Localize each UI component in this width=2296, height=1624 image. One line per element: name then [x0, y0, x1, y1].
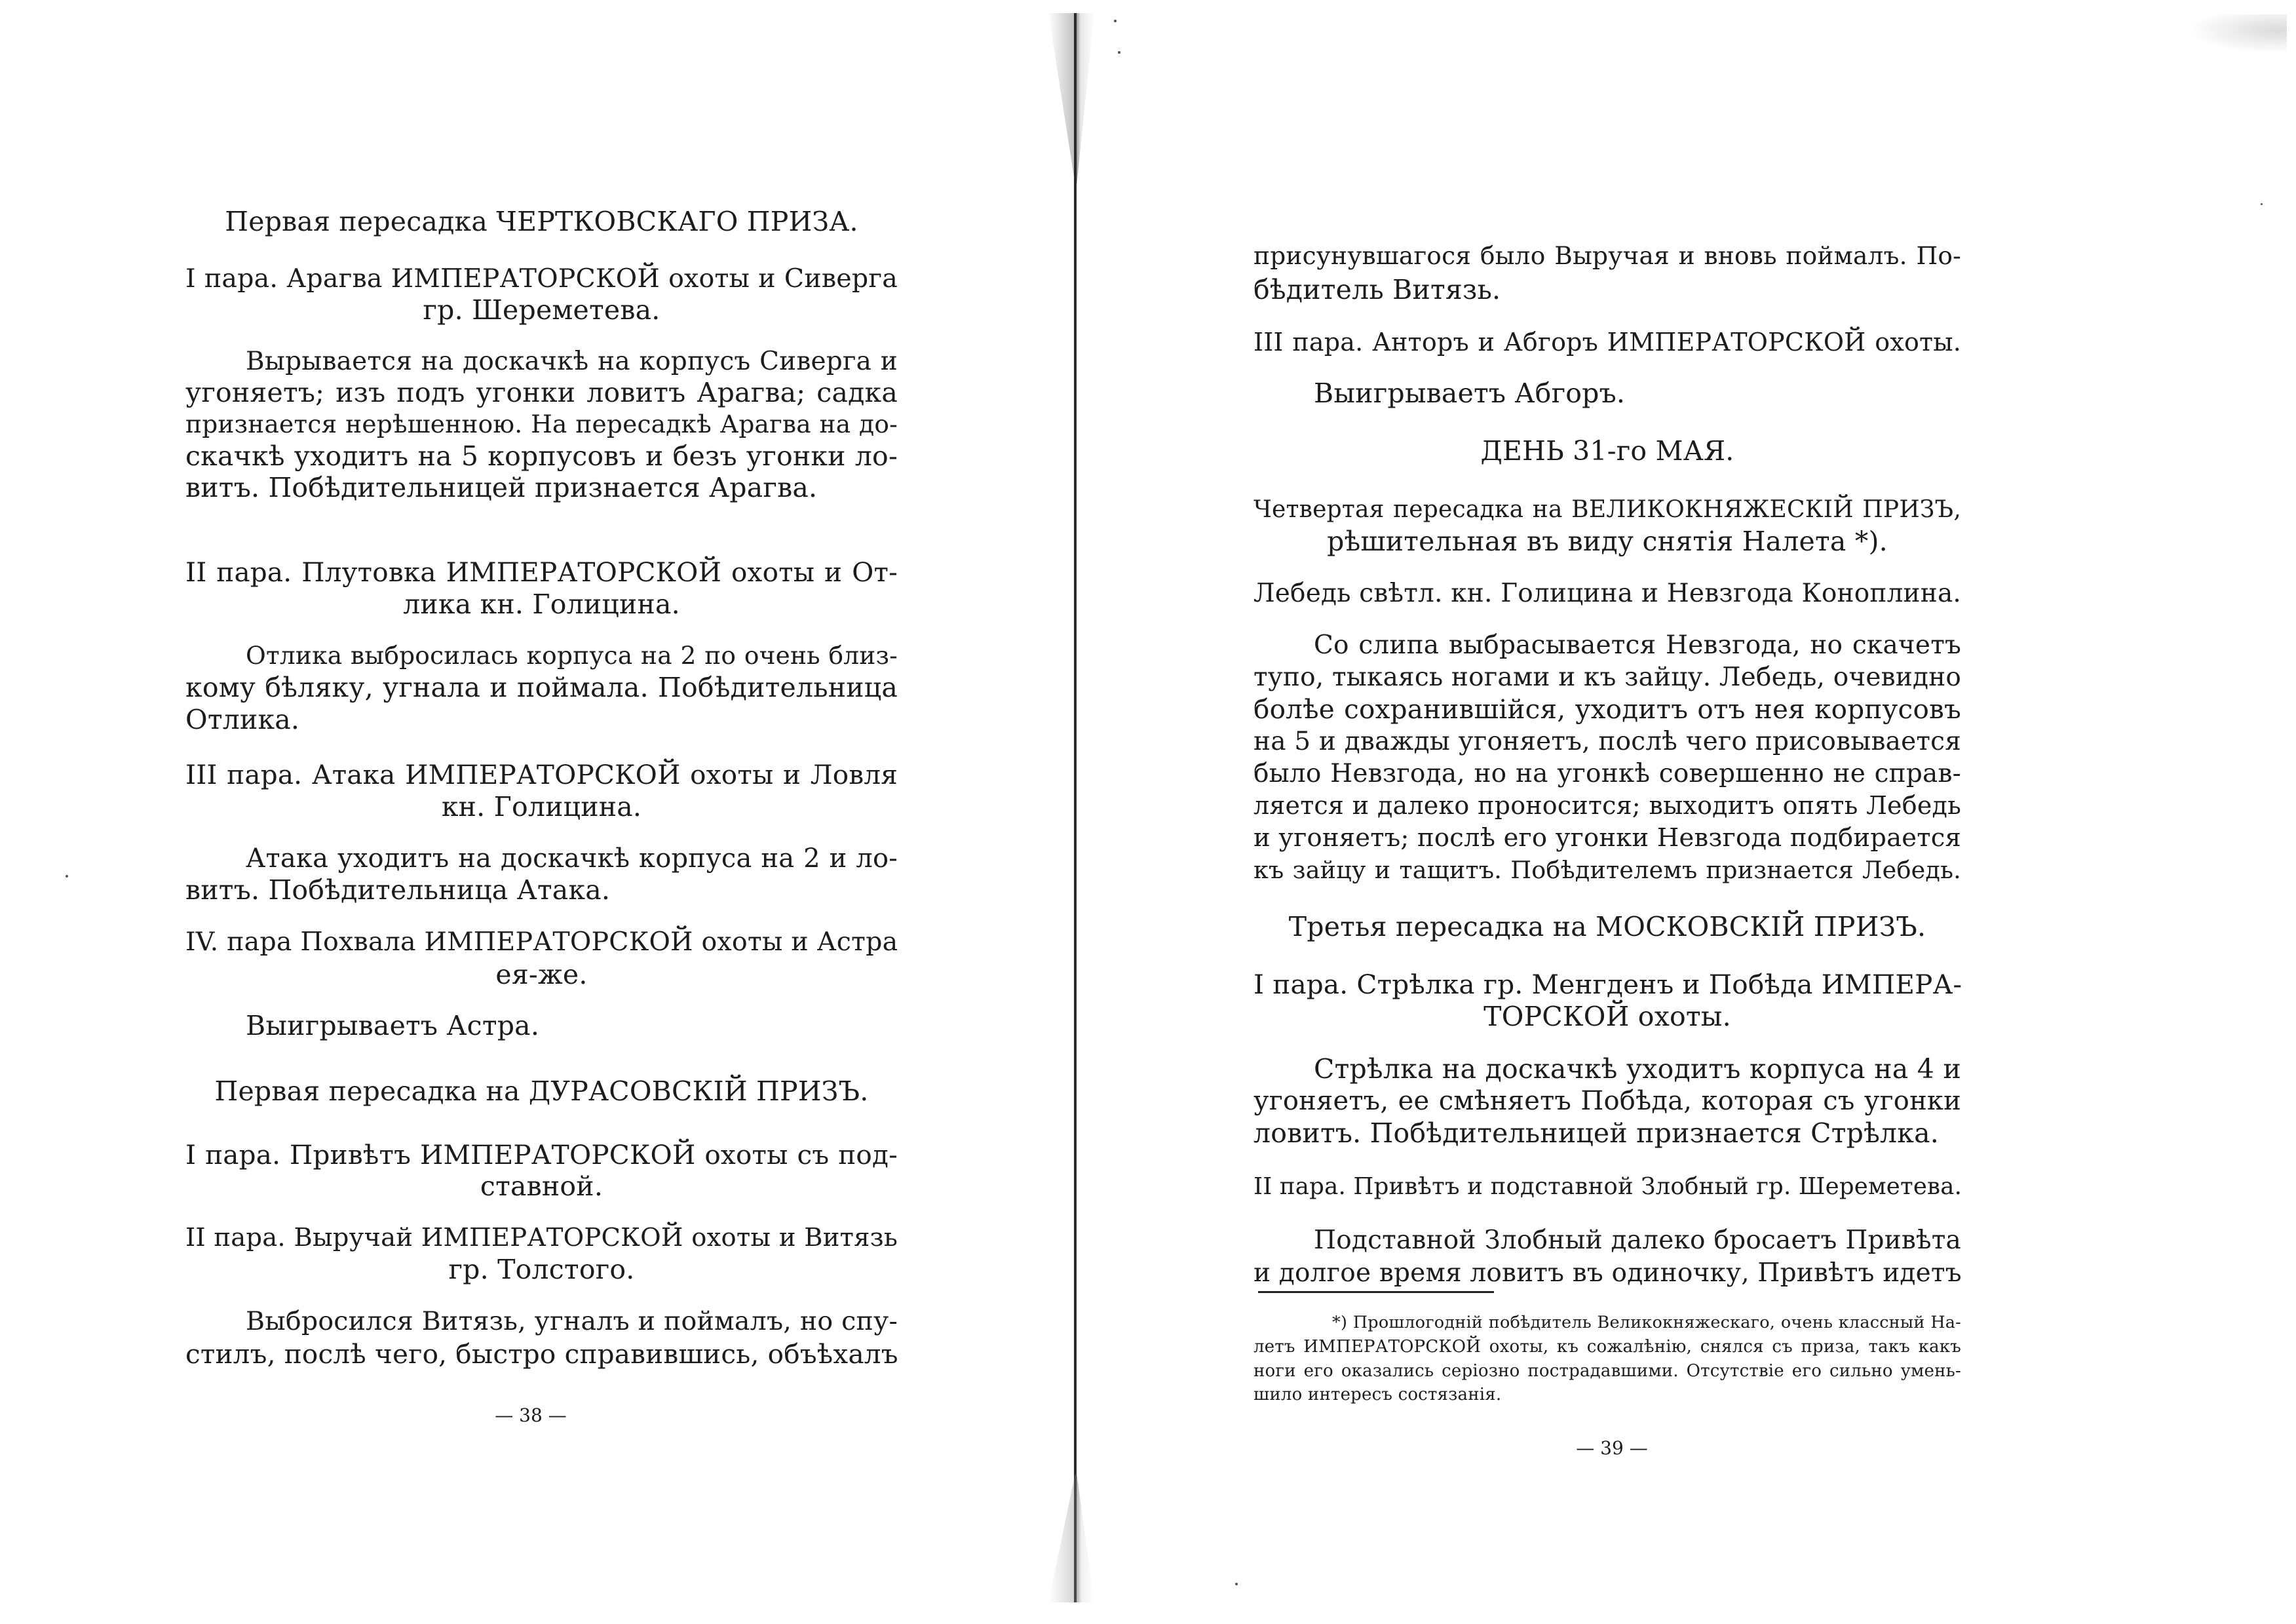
paragraph-line: витъ. Побѣдительница Атака. — [185, 874, 611, 906]
scan-speck — [2261, 203, 2263, 205]
paragraph-line: было Невзгода, но на угонкѣ совершенно не справ- — [1253, 759, 1961, 788]
paragraph-line: Отлика. — [185, 704, 300, 735]
paragraph-line: кому бѣляку, угнала и поймала. Побѣдительница — [185, 672, 898, 703]
paragraph-line: къ зайцу и тащитъ. Побѣдителемъ признается Лебедь. — [1253, 856, 1961, 884]
paragraph-line: присунувшагося было Выручая и вновь поймалъ. По- — [1253, 241, 1961, 270]
paragraph-line: витъ. Побѣдительницей признается Арагва. — [185, 472, 818, 503]
scan-speck — [1235, 1583, 1238, 1585]
paragraph-line: тупо, тыкаясь ногами и къ зайцу. Лебедь, очевидно — [1253, 663, 1962, 692]
pair-line: I пара. Стрѣлка гр. Менгденъ и Побѣда ИМПЕРА- — [1253, 969, 1962, 1000]
scan-speck — [66, 875, 68, 878]
paragraph-line: скачкѣ уходитъ на 5 корпусовъ и безъ угонки ло- — [185, 440, 898, 472]
section-heading: Первая пересадка на ДУРАСОВСКІЙ ПРИЗЪ. — [214, 1075, 869, 1107]
paragraph-line: и долгое время ловитъ въ одиночку, Привѣтъ идетъ — [1253, 1258, 1962, 1288]
section-heading: Третья пересадка на МОСКОВСКІЙ ПРИЗЪ. — [1288, 911, 1926, 942]
pair-line: ея-же. — [495, 959, 588, 990]
binding-shadow-top — [1048, 13, 1094, 184]
paragraph-line: Выигрываетъ Астра. — [246, 1010, 540, 1041]
pair-line: II пара. Плутовка ИМПЕРАТОРСКОЙ охоты и От- — [185, 556, 898, 588]
pair-line: Лебедь свѣтл. кн. Голицина и Невзгода Коноплина. — [1253, 579, 1961, 608]
pair-line: гр. Шереметева. — [423, 294, 660, 326]
footnote-line: шило интересъ состязанія. — [1253, 1385, 1502, 1404]
day-heading: ДЕНЬ 31-го МАЯ. — [1480, 435, 1734, 467]
footnote-line: летъ ИМПЕРАТОРСКОЙ охоты, къ сожалѣнію, снялся съ приза, такъ какъ — [1253, 1337, 1961, 1357]
section-heading: Первая пересадка ЧЕРТКОВСКАГО ПРИЗА. — [225, 206, 858, 237]
paragraph-line: Выигрываетъ Абгоръ. — [1314, 377, 1626, 409]
pair-line: гр. Толстого. — [448, 1254, 635, 1285]
paragraph-line: ляется и далеко проносится; выходитъ опять Лебедь — [1253, 791, 1961, 820]
paragraph-line: бѣдитель Витязь. — [1253, 274, 1501, 305]
paragraph-line: на 5 и дважды угоняетъ, послѣ чего присовывается — [1253, 727, 1961, 756]
pair-line: III пара. Атака ИМПЕРАТОРСКОЙ охоты и Ловля — [185, 759, 898, 790]
binding-shadow-bottom — [1048, 1475, 1094, 1602]
paragraph-line: Подставной Злобный далеко бросаетъ Привѣта — [1314, 1226, 1961, 1255]
page-number: — 38 — — [495, 1404, 567, 1426]
pair-line: II пара. Выручай ИМПЕРАТОРСКОЙ охоты и Витязь — [185, 1223, 898, 1252]
pair-line: ставной. — [480, 1170, 603, 1202]
section-heading: рѣшительная въ виду снятія Налета *). — [1327, 526, 1888, 557]
paragraph-line: угоняетъ, ее смѣняетъ Побѣда, которая съ угонки — [1253, 1086, 1961, 1116]
paragraph-line: Стрѣлка на доскачкѣ уходитъ корпуса на 4 и — [1314, 1053, 1961, 1085]
footnote-line: *) Прошлогодній побѣдитель Великокняжескаго, очень классный На- — [1332, 1313, 1961, 1332]
book-gutter — [1074, 13, 1077, 1602]
footnote-line: ноги его оказались серіозно пострадавшими. Отсутствіе его сильно умень- — [1253, 1361, 1961, 1381]
pair-line: IV. пара Похвала ИМПЕРАТОРСКОЙ охоты и Астра — [185, 927, 898, 957]
pair-line: II пара. Привѣтъ и подставной Злобный гр. Шереметева. — [1253, 1173, 1962, 1200]
paragraph-line: угоняетъ; изъ подъ угонки ловитъ Арагва; садка — [185, 377, 898, 408]
pair-line: лика кн. Голицина. — [403, 589, 680, 620]
pair-line: I пара. Привѣтъ ИМПЕРАТОРСКОЙ охоты съ под- — [185, 1139, 898, 1170]
pair-line: III пара. Анторъ и Абгоръ ИМПЕРАТОРСКОЙ охоты. — [1253, 328, 1961, 357]
page-number: — 39 — — [1576, 1437, 1648, 1459]
pair-line: кн. Голицина. — [441, 791, 642, 822]
section-heading: Четвертая пересадка на ВЕЛИКОКНЯЖЕСКІЙ ПРИЗЪ, — [1253, 496, 1961, 523]
paragraph-line: Со слипа выбрасывается Невзгода, но скачетъ — [1314, 630, 1961, 660]
footnote-rule — [1258, 1291, 1494, 1293]
paragraph-line: Вырывается на доскачкѣ на корпусъ Сиверга и — [246, 347, 898, 376]
pair-line: I пара. Арагва ИМПЕРАТОРСКОЙ охоты и Сиверга — [185, 263, 898, 294]
paragraph-line: Выбросился Витязь, угналъ и поймалъ, но спу- — [246, 1306, 898, 1336]
pair-line: ТОРСКОЙ охоты. — [1483, 1001, 1731, 1032]
scan-edge-smudge — [2189, 14, 2287, 54]
paragraph-line: Отлика выбросилась корпуса на 2 по очень близ- — [246, 641, 898, 670]
paragraph-line: Атака уходитъ на доскачкѣ корпуса на 2 и ло- — [246, 843, 898, 874]
paragraph-line: стилъ, послѣ чего, быстро справившись, объѣхалъ — [185, 1338, 898, 1370]
paragraph-line: признается нерѣшенною. На пересадкѣ Арагва на до- — [185, 410, 898, 438]
paragraph-line: болѣе сохранившійся, уходитъ отъ нея корпусовъ — [1253, 693, 1961, 725]
paragraph-line: ловитъ. Побѣдительницей признается Стрѣлка. — [1253, 1117, 1939, 1149]
scan-speck — [1118, 51, 1120, 54]
paragraph-line: и угоняетъ; послѣ его угонки Невзгода подбирается — [1253, 823, 1961, 853]
scan-speck — [1114, 20, 1117, 22]
